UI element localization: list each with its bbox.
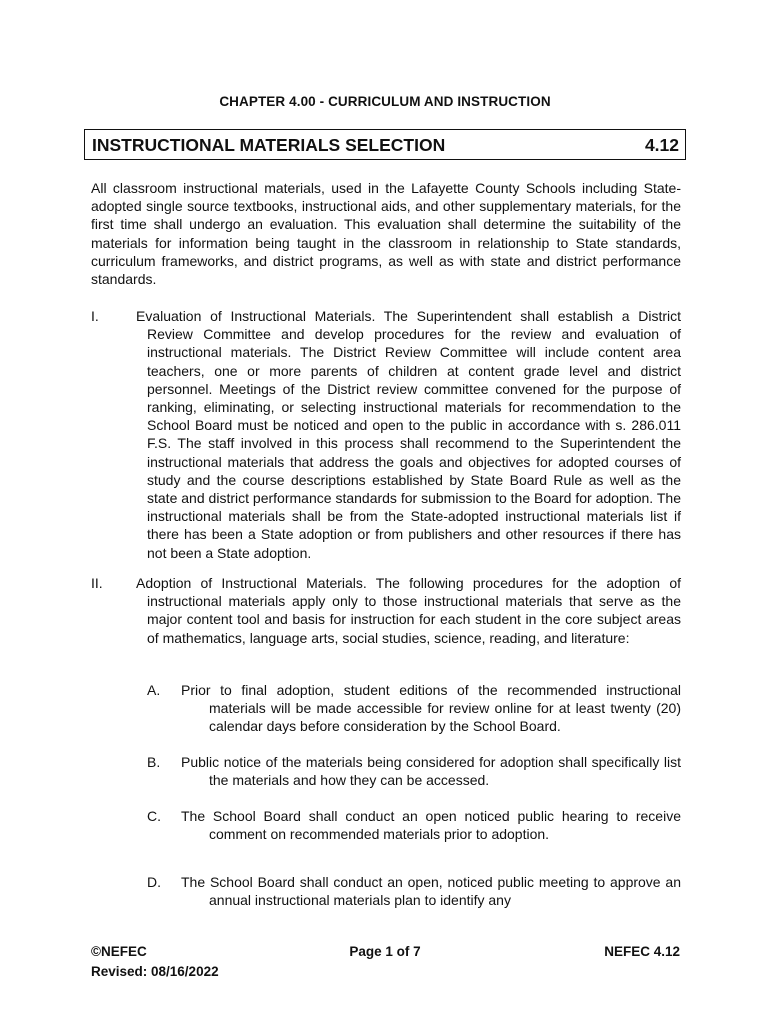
chapter-heading: CHAPTER 4.00 - CURRICULUM AND INSTRUCTION — [219, 94, 551, 109]
section-number: II. — [91, 575, 103, 591]
subitem-paragraph: Public notice of the materials being considered for adoption shall specifically list the materials and how they can be accessed. — [181, 754, 681, 789]
policy-title-box — [84, 129, 686, 160]
subitem-paragraph: The School Board shall conduct an open noticed public hearing to receive comment on recommended materials prior to adoption. — [181, 808, 681, 843]
footer-policy-code: NEFEC 4.12 — [604, 944, 680, 959]
subitem-letter: B. — [147, 754, 161, 770]
section-paragraph: Evaluation of Instructional Materials. The Superintendent shall establish a District Review Committee and develop procedures for the review and evaluation of instructional materials. The District Review Committee will include content area teachers, one or more parents of children at content grade level and district personnel. Meetings of the District review committee convened for the purpose of ranking, eliminating, or selecting instructional materials for recommendation to the School Board must be noticed and open to the public in accordance with s. 286.011 F.S. The staff involved in this process shall recommend to the Superintendent the instructional materials that address the goals and objectives for adopted courses of study and the course descriptions established by State Board Rule as well as the state and district performance standards for submission to the Board for adoption. The instructional materials shall be from the State-adopted instructional materials list if there has been a State adoption or from publishers and other resources if there has not been a State adoption. — [136, 308, 681, 561]
policy-number: 4.12 — [644, 135, 679, 155]
subitem-letter: C. — [147, 808, 161, 824]
policy-title: INSTRUCTIONAL MATERIALS SELECTION — [92, 135, 446, 155]
intro-paragraph: All classroom instructional materials, used in the Lafayette County Schools including State-adopted single source textbooks, instructional aids, and other supplementary materials, for the first time shall undergo an evaluation. This evaluation shall determine the suitability of the materials for information being taught in the classroom in relationship to State standards, curriculum frameworks, and district programs, as well as with state and district performance standards. — [91, 180, 681, 288]
footer-copyright: ©NEFEC — [91, 944, 147, 959]
footer-page-number: Page 1 of 7 — [349, 944, 421, 959]
section-number: I. — [91, 308, 99, 324]
subitem-paragraph: Prior to final adoption, student editions of the recommended instructional materials will be made accessible for review online for at least twenty (20) calendar days before consideration by the School Board. — [181, 682, 681, 735]
subitem-paragraph: The School Board shall conduct an open, noticed public meeting to approve an annual instructional materials plan to identify any — [181, 874, 681, 909]
section-paragraph: Adoption of Instructional Materials. The following procedures for the adoption of instructional materials apply only to those instructional materials that serve as the major content tool and basis for instruction for each student in the core subject areas of mathematics, language arts, social studies, science, reading, and literature: — [136, 575, 681, 646]
subitem-letter: A. — [147, 682, 161, 698]
subitem-letter: D. — [147, 874, 161, 890]
footer-revised-date: Revised: 08/16/2022 — [91, 964, 219, 979]
